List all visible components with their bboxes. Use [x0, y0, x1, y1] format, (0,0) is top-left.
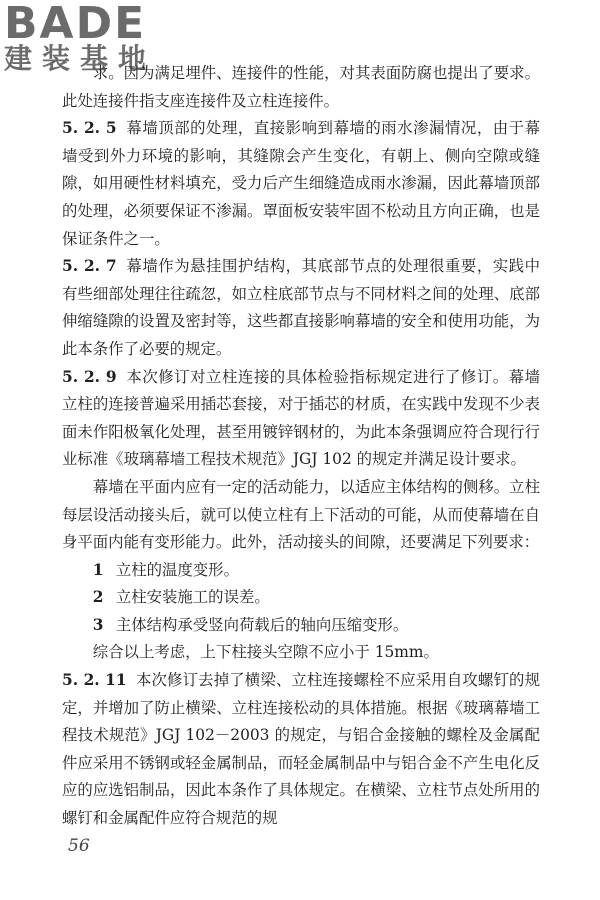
- page-number: 56: [68, 836, 90, 856]
- clause-5-2-7: [62, 253, 540, 363]
- paragraph-movement: [62, 474, 540, 557]
- clause-5-2-5: [62, 115, 540, 253]
- clause-5-2-9: [62, 364, 540, 474]
- paragraph-text: 求。因为满足埋件、连接件的性能，对其表面防腐也提出了要求。此处连接件指支座连接件及立柱连接件。: [62, 64, 540, 110]
- clause-text: 本次修订对立柱连接的具体检验指标规定进行了修订。幕墙立柱的连接普遍采用插芯套接，对于插芯的材质，在实践中发现不少表面未作阳极氧化处理，甚至用镀锌钢材的，为此本条强调应符合现行行业标准《玻璃幕墙工程技术规范》JGJ 102 的规定并满足设计要求。: [62, 367, 540, 469]
- logo-subtitle: 建装基地: [4, 42, 157, 75]
- summary-paragraph: [62, 639, 540, 667]
- list-item: [62, 557, 540, 585]
- clause-text: 本次修订去掉了横梁、立柱连接螺栓不应采用自攻螺钉的规定，并增加了防止横梁、立柱连接松动的具体措施。根据《玻璃幕墙工程技术规范》JGJ 102－2003 的规定，与铝合金接触的螺栓及金属配件应采用不锈钢或轻金属制品，而轻金属制品中与铝合金不产生电化反应的应选铝制品，因此本条作了具体规定。在横梁、立柱节点处所用的螺钉和金属配件应符合规范的规: [62, 671, 540, 828]
- paragraph-continuation: [62, 60, 540, 115]
- paragraph-text: 幕墙在平面内应有一定的活动能力，以适应主体结构的侧移。立柱每层设活动接头后，就可以使立柱有上下活动的可能，从而使幕墙在自身平面内能有变形能力。此外，活动接头的间隙，还要满足下列要求：: [62, 477, 540, 552]
- summary-text: 综合以上考虑，上下柱接头空隙不应小于 15mm。: [92, 643, 439, 662]
- list-item: [62, 612, 540, 640]
- clause-number: 5. 2. 11: [62, 671, 127, 690]
- list-item-number: 3: [92, 615, 104, 634]
- clause-text: 幕墙顶部的处理，直接影响到幕墙的雨水渗漏情况，由于幕墙受到外力环境的影响，其缝隙会产生变化，有朝上、侧向空隙或缝隙，如用硬性材料填充，受力后产生细缝造成雨水渗漏，因此幕墙顶部的处理，必须要保证不渗漏。罩面板安装牢固不松动且方向正确，也是保证条件之一。: [62, 119, 540, 248]
- list-item: [62, 584, 540, 612]
- list-item-text: 主体结构承受竖向荷载后的轴向压缩变形。: [115, 615, 409, 634]
- list-item-text: 立柱的温度变形。: [115, 560, 239, 579]
- clause-number: 5. 2. 9: [62, 367, 117, 386]
- logo-title: BADE: [4, 0, 147, 49]
- clause-number: 5. 2. 7: [62, 257, 117, 276]
- list-item-number: 1: [92, 560, 104, 579]
- list-item-text: 立柱安装施工的误差。: [115, 588, 270, 607]
- clause-text: 幕墙作为悬挂围护结构，其底部节点的处理很重要，实践中有些细部处理往往疏忽，如立柱底部节点与不同材料之间的处理、底部伸缩缝隙的设置及密封等，这些都直接影响幕墙的安全和使用功能，为此本条作了必要的规定。: [62, 257, 540, 358]
- list-item-number: 2: [92, 588, 104, 607]
- document-body: [62, 60, 540, 833]
- clause-5-2-11: [62, 667, 540, 833]
- clause-number: 5. 2. 5: [62, 119, 117, 138]
